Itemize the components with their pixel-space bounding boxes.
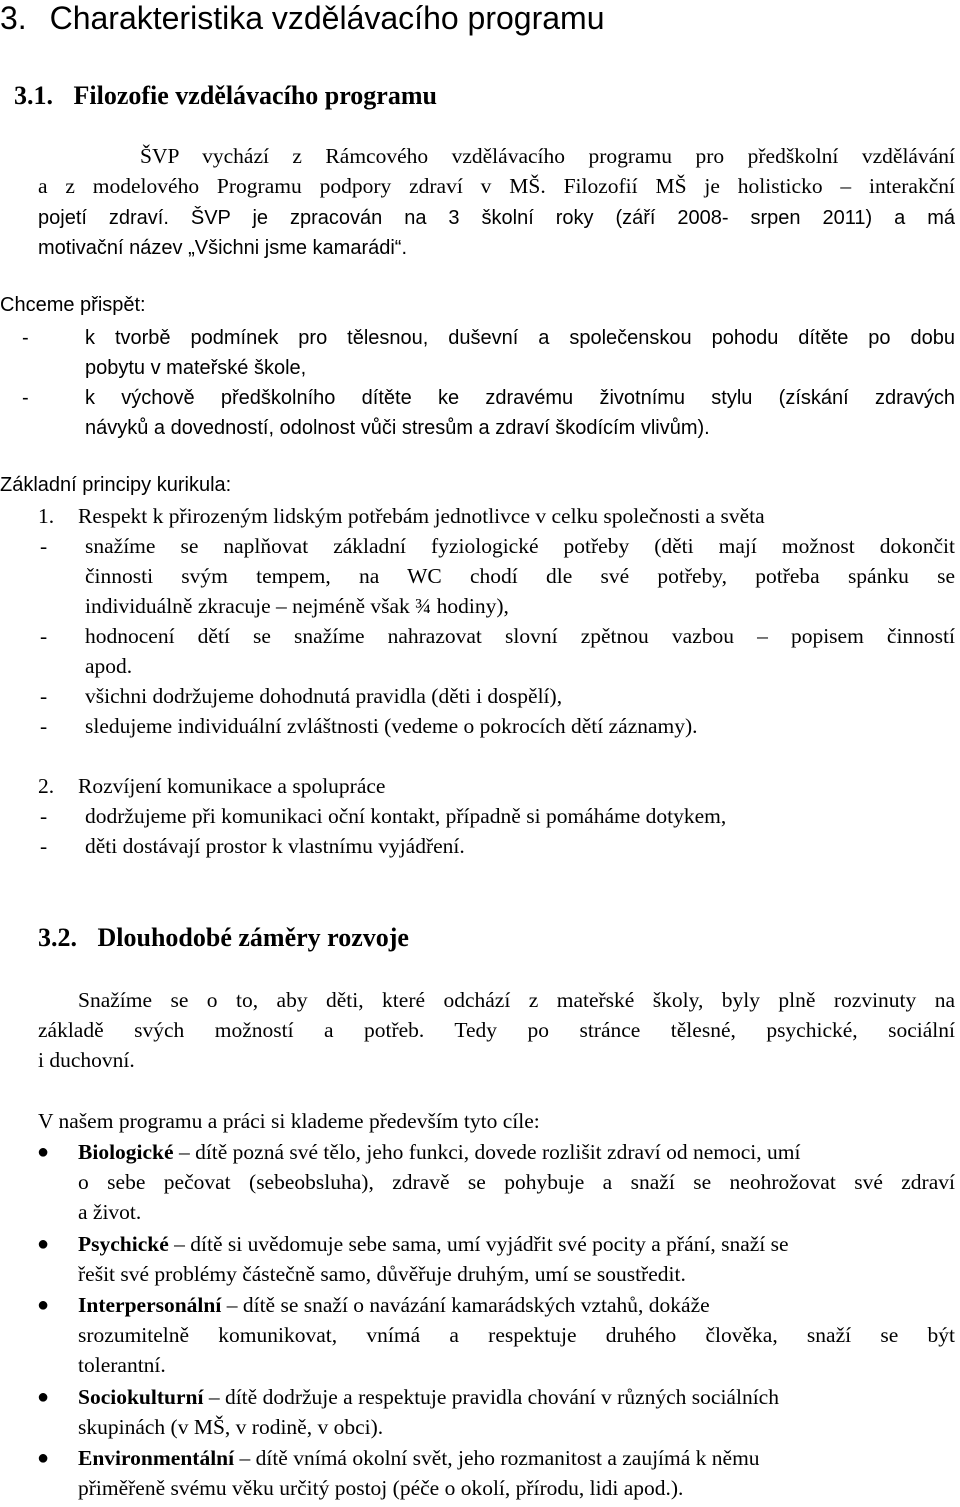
bullet-icon: ● (37, 1447, 50, 1469)
goal-interpersonalni-line-3: tolerantní. (78, 1353, 166, 1377)
goal-biologicke-line-3: a život. (78, 1200, 142, 1224)
principle-1-item-3: všichni dodržujeme dohodnutá pravidla (děti i dospělí), (85, 684, 563, 708)
chceme-item-1-line-2: pobytu v mateřské škole, (85, 357, 307, 379)
dash-marker: - (40, 624, 48, 648)
goal-text: – dítě dodržuje a respektuje pravidla chování v různých sociálních (203, 1385, 779, 1409)
chapter-number: 3. (0, 0, 27, 36)
zamery-line-3: i duchovní. (38, 1048, 135, 1072)
bullet-icon: ● (37, 1141, 50, 1163)
dash-marker: - (40, 534, 48, 558)
principle-2-item-2: děti dostávají prostor k vlastnímu vyjádření. (85, 834, 465, 858)
section-number: 3.1. (14, 81, 53, 110)
goal-text: – dítě vnímá okolní svět, jeho rozmanitost a zaujímá k němu (234, 1446, 760, 1470)
principle-2-title: Rozvíjení komunikace a spolupráce (78, 774, 386, 798)
chapter-heading (0, 0, 605, 36)
goal-psychicke-line-1 (78, 1229, 955, 1259)
goal-term: Environmentální (78, 1446, 235, 1470)
goal-environmentalni-line-1 (78, 1443, 955, 1473)
principle-2-number: 2. (38, 774, 55, 798)
section-title: Filozofie vzdělávacího programu (73, 81, 437, 110)
goal-term: Biologické (78, 1140, 174, 1164)
chceme-label: Chceme přispět: (0, 294, 146, 316)
goal-term: Interpersonální (78, 1293, 222, 1317)
bullet-icon: ● (37, 1294, 50, 1316)
dash-marker: - (40, 714, 48, 738)
intro-line-1: ŠVP vychází z Rámcového vzdělávacího programu pro předškolní vzdělávání (140, 144, 955, 168)
goal-environmentalni-line-2: přiměřeně svému věku určitý postoj (péče o okolí, přírodu, lidi apod.). (78, 1476, 684, 1500)
principle-1-number: 1. (38, 504, 55, 528)
chceme-item-2-line-1: k výchově předškolního dítěte ke zdravému životnímu stylu (získání zdravých (85, 387, 955, 409)
goal-biologicke-line-2: o sebe pečovat (sebeobsluha), zdravě se pohybuje a snaží se neohrožovat své zdraví (78, 1170, 955, 1194)
zamery-line-1: Snažíme se o to, aby děti, které odchází z mateřské školy, byly plně rozvinuty na (78, 988, 955, 1012)
principle-1-item-4: sledujeme individuální zvláštnosti (vedeme o pokrocích dětí záznamy). (85, 714, 698, 738)
principle-1-title: Respekt k přirozeným lidským potřebám jednotlivce v celku společnosti a světa (78, 504, 765, 528)
chapter-title: Charakteristika vzdělávacího programu (49, 0, 605, 36)
intro-line-3: pojetí zdraví. ŠVP je zpracován na 3 školní roky (září 2008- srpen 2011) a má (38, 207, 955, 229)
chceme-item-2-line-2: návyků a dovedností, odolnost vůči stresům a zdraví škodícím vlivům). (85, 417, 710, 439)
goal-interpersonalni-line-2: srozumitelně komunikovat, vnímá a respektuje druhého člověka, snaží se být (78, 1323, 955, 1347)
principy-label: Základní principy kurikula: (0, 474, 232, 496)
goal-psychicke-line-2: řešit své problémy částečně samo, důvěřuje druhým, umí se soustředit. (78, 1262, 686, 1286)
dash-marker: - (22, 327, 29, 349)
goal-term: Psychické (78, 1232, 169, 1256)
bullet-icon: ● (37, 1386, 50, 1408)
goal-sociokulturni-line-1 (78, 1382, 955, 1412)
principle-1-item-1-line-1: snažíme se naplňovat základní fyziologické potřeby (děti mají možnost dokončit (85, 534, 955, 558)
goal-term: Sociokulturní (78, 1385, 204, 1409)
section-number: 3.2. (38, 923, 77, 952)
principle-1-item-2-line-2: apod. (85, 654, 133, 678)
goal-interpersonalni-line-1 (78, 1290, 955, 1320)
goal-text: – dítě si uvědomuje sebe sama, umí vyjádřit své pocity a přání, snaží se (168, 1232, 789, 1256)
section-title: Dlouhodobé záměry rozvoje (97, 923, 409, 952)
goal-text: – dítě se snaží o navázání kamarádských vztahů, dokáže (221, 1293, 710, 1317)
principle-1-item-2-line-1: hodnocení dětí se snažíme nahrazovat slovní zpětnou vazbou – popisem činností (85, 624, 955, 648)
section-heading-3-1 (14, 80, 437, 112)
intro-line-2: a z modelového Programu podpory zdraví v MŠ. Filozofií MŠ je holisticko – interakční (38, 174, 955, 198)
bullet-icon: ● (37, 1233, 50, 1255)
dash-marker: - (40, 804, 48, 828)
zamery-line-2: základě svých možností a potřeb. Tedy po stránce tělesné, psychické, sociální (38, 1018, 955, 1042)
dash-marker: - (22, 387, 29, 409)
principle-1-item-1-line-2: činnosti svým tempem, na WC chodí dle své potřeby, potřeba spánku se (85, 564, 955, 588)
section-heading-3-2 (38, 922, 409, 954)
goal-text: – dítě pozná své tělo, jeho funkci, dovede rozlišit zdraví od nemoci, umí (173, 1140, 801, 1164)
goal-sociokulturni-line-2: skupinách (v MŠ, v rodině, v obci). (78, 1415, 384, 1439)
cile-intro: V našem programu a práci si klademe především tyto cíle: (38, 1109, 540, 1133)
intro-line-4: motivační název „Všichni jsme kamarádi“. (38, 237, 408, 259)
goal-biologicke-line-1 (78, 1137, 955, 1167)
dash-marker: - (40, 834, 48, 858)
dash-marker: - (40, 684, 48, 708)
principle-1-item-1-line-3: individuálně zkracuje – nejméně však ¾ hodiny), (85, 594, 509, 618)
principle-2-item-1: dodržujeme při komunikaci oční kontakt, případně si pomáháme dotykem, (85, 804, 727, 828)
chceme-item-1-line-1: k tvorbě podmínek pro tělesnou, duševní a společenskou pohodu dítěte po dobu (85, 327, 955, 349)
